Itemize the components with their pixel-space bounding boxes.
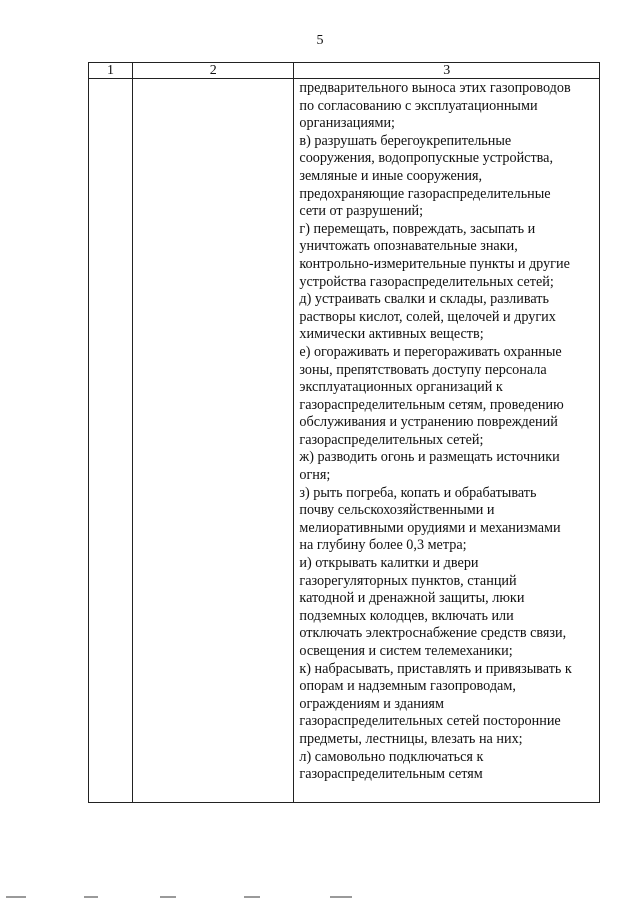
text-line: уничтожать опознавательные знаки, bbox=[299, 238, 518, 255]
text-line: газорегуляторных пунктов, станций bbox=[299, 572, 517, 589]
text-line: отключать электроснабжение средств связи, bbox=[299, 625, 567, 642]
scan-mark bbox=[160, 896, 176, 898]
text-line: газораспределительным сетям, проведению bbox=[299, 396, 564, 413]
text-line: эксплуатационных организаций к bbox=[299, 379, 503, 396]
scan-mark bbox=[6, 896, 26, 898]
column-header-3: 3 bbox=[294, 63, 600, 79]
text-line: предметы, лестницы, влезать на них; bbox=[299, 730, 523, 747]
document-table bbox=[88, 62, 600, 803]
text-line: ограждениям и зданиям bbox=[299, 695, 444, 712]
text-line: ж) разводить огонь и размещать источники bbox=[299, 449, 560, 466]
scan-mark bbox=[330, 896, 352, 898]
table-row bbox=[89, 79, 600, 803]
text-line: обслуживания и устранению повреждений bbox=[299, 414, 558, 431]
text-line: химически активных веществ; bbox=[299, 326, 484, 343]
column-header-2: 2 bbox=[133, 63, 294, 79]
text-line: г) перемещать, повреждать, засыпать и bbox=[299, 220, 536, 237]
text-line: почву сельскохозяйственными и bbox=[299, 502, 495, 519]
text-line: огня; bbox=[299, 467, 331, 484]
text-line: устройства газораспределительных сетей; bbox=[299, 273, 554, 290]
text-line: сети от разрушений; bbox=[299, 203, 424, 220]
text-line: и) открывать калитки и двери bbox=[299, 555, 479, 572]
text-line: мелиоративными орудиями и механизмами bbox=[299, 519, 561, 536]
column-3-cell bbox=[294, 79, 600, 803]
text-line: предварительного выноса этих газопроводов bbox=[299, 80, 571, 96]
text-line: сооружения, водопропускные устройства, bbox=[299, 150, 554, 167]
text-line: подземных колодцев, включать или bbox=[299, 607, 514, 624]
scan-mark bbox=[84, 896, 98, 898]
text-line: газораспределительных сетей; bbox=[299, 431, 484, 448]
text-line: опорам и надземным газопроводам, bbox=[299, 678, 516, 695]
text-line: по согласованию с эксплуатационными bbox=[299, 97, 538, 114]
text-line: организациями; bbox=[299, 115, 396, 132]
text-line: в) разрушать берегоукрепительные bbox=[299, 132, 512, 149]
text-line: газораспределительных сетей посторонние bbox=[299, 713, 561, 730]
scan-mark bbox=[244, 896, 260, 898]
text-line: на глубину более 0,3 метра; bbox=[299, 537, 467, 554]
text-line: е) огораживать и перегораживать охранные bbox=[299, 343, 562, 360]
text-line: освещения и систем телемеханики; bbox=[299, 643, 513, 659]
text-line: растворы кислот, солей, щелочей и других bbox=[299, 308, 556, 325]
text-line: контрольно-измерительные пункты и другие bbox=[299, 255, 570, 272]
text-line: предохраняющие газораспределительные bbox=[299, 185, 551, 202]
page-number: 5 bbox=[316, 33, 324, 48]
column-header-1: 1 bbox=[89, 63, 133, 79]
text-line: д) устраивать свалки и склады, разливать bbox=[299, 291, 549, 308]
text-line: л) самовольно подключаться к bbox=[299, 748, 484, 765]
scan-artifacts bbox=[0, 896, 640, 902]
text-line: з) рыть погреба, копать и обрабатывать bbox=[299, 484, 537, 501]
text-line: земляные и иные сооружения, bbox=[299, 167, 483, 184]
text-line: катодной и дренажной защиты, люки bbox=[299, 590, 525, 607]
text-line: газораспределительным сетям bbox=[299, 766, 483, 783]
text-line: к) набрасывать, приставлять и привязывать к bbox=[299, 660, 572, 677]
text-line: зоны, препятствовать доступу персонала bbox=[299, 361, 547, 378]
column-1-cell bbox=[89, 79, 133, 803]
column-2-cell bbox=[133, 79, 294, 803]
table-header-row bbox=[89, 63, 600, 79]
